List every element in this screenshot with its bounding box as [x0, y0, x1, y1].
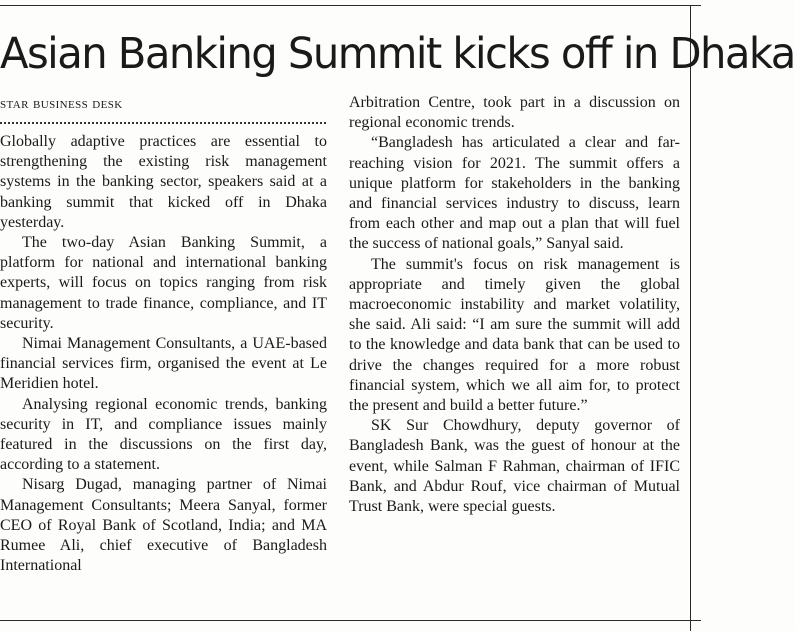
article-column-2	[349, 93, 680, 517]
column-divider-rule	[690, 5, 691, 631]
paragraph: The two-day Asian Banking Summit, a platform for national and international banking experts, will focus on topics ranging from risk management to trade finance, compliance, and IT security.	[0, 234, 327, 332]
paragraph: The summit's focus on risk management is appropriate and timely given the global macroeconomic instability and market volatility, she said. Ali said: “I am sure the summit will add to the knowledge and data bank that can be used to drive the changes required for a more robust financial system, which we all aim for, to protect the present and build a better future.”	[349, 255, 680, 415]
paragraph: Analysing regional economic trends, banking security in IT, and compliance issues mainly featured in the discussions on the first day, according to a statement.	[0, 395, 327, 474]
paragraph: Nisarg Dugad, managing partner of Nimai Management Consultants; Meera Sanyal, former CEO of Royal Bank of Scotland, India; and MA Rumee Ali, chief executive of Bangladesh International	[0, 476, 327, 575]
paragraph: Nimai Management Consultants, a UAE-based financial services firm, organised the event at Le Meridien hotel.	[0, 335, 327, 393]
paragraph: “Bangladesh has articulated a clear and far-reaching vision for 2021. The summit offers a unique platform for stakeholders in the banking and financial services industry to discuss, learn from each other and map out a plan that will fuel the success of national goals,” Sanyal said.	[349, 134, 680, 253]
top-rule	[0, 5, 701, 6]
paragraph: SK Sur Chowdhury, deputy governor of Bangladesh Bank, was the guest of honour at the event, while Salman F Rahman, chairman of IFIC Bank, and Abdur Rouf, vice chairman of Mutual Trust Bank, were special guests.	[349, 417, 680, 516]
paragraph: Arbitration Centre, took part in a discussion on regional economic trends.	[349, 94, 680, 132]
byline-dotted-rule	[0, 122, 326, 124]
byline: star business desk	[0, 96, 123, 112]
bottom-rule	[0, 620, 701, 621]
article-column-1	[0, 132, 327, 576]
headline: Asian Banking Summit kicks off in Dhaka	[0, 29, 795, 79]
paragraph: Globally adaptive practices are essential to strengthening the existing risk management systems in the banking sector, speakers said at a banking summit that kicked off in Dhaka yesterday.	[0, 133, 327, 231]
